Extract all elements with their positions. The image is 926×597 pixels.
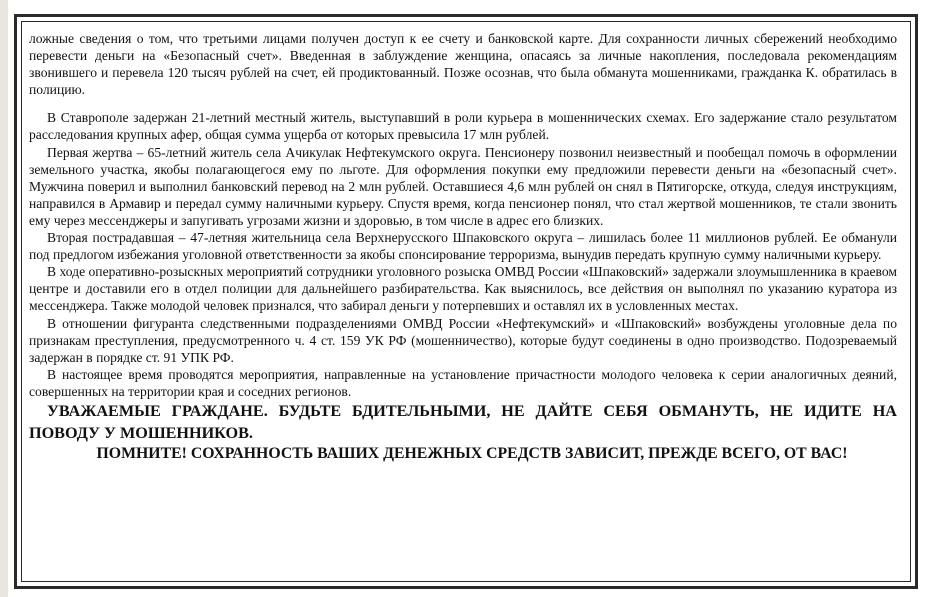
page-edge-strip (0, 0, 8, 597)
article-paragraph: В настоящее время проводятся мероприятия, направленные на установление причастности молодого человека к серии аналогичных деяний, совершенных на территории края и соседних регионов. (29, 366, 897, 399)
article-paragraph: В Ставрополе задержан 21-летний местный житель, выступавший в роли курьера в мошеннических схемах. Его задержание стало результатом расследования крупных афер, общая сумма ущерба от которых превысила 17 млн рублей. (29, 110, 897, 143)
appeal-warning: УВАЖАЕМЫЕ ГРАЖДАНЕ. БУДЬТЕ БДИТЕЛЬНЫМИ, НЕ ДАЙТЕ СЕБЯ ОБМАНУТЬ, НЕ ИДИТЕ НА ПОВОДУ У МОШЕННИКОВ. (29, 401, 897, 442)
article-paragraph: ложные сведения о том, что третьими лицами получен доступ к ее счету и банковской карте. Для сохранности личных сбережений необходимо перевести деньги на «Безопасный счет». Введенная в заблуждение женщина, опасаясь за личные накопления, последовала рекомендациям звонившего и перевела 120 тысяч рублей на счет, ей продиктованный. Позже осознав, что была обманута мошенниками, гражданка К. обратилась в полицию. (29, 31, 897, 98)
appeal-reminder: ПОМНИТЕ! СОХРАННОСТЬ ВАШИХ ДЕНЕЖНЫХ СРЕДСТВ ЗАВИСИТ, ПРЕЖДЕ ВСЕГО, ОТ ВАС! (96, 444, 848, 462)
article-paragraph: Вторая пострадавшая – 47-летняя жительница села Верхнерусского Шпаковского округа – лишилась более 11 миллионов рублей. Ее обманули под предлогом избежания уголовной ответственности за якобы спонсирование терроризма, вынудив передать крупную сумму наличными курьеру. (29, 230, 897, 263)
article-paragraph: В ходе оперативно-розыскных мероприятий сотрудники уголовного розыска ОМВД России «Шпаковский» задержали злоумышленника в краевом центре и доставили его в отдел полиции для дальнейшего разбирательства. Как выяснилось, все действия он выполнял по указанию куратора из мессенджера. Также молодой человек признался, что забирал деньги у потерпевших и оставлял их в условленных местах. (29, 264, 897, 314)
article-paragraph: В отношении фигуранта следственными подразделениями ОМВД России «Нефтекумский» и «Шпаковский» возбуждены уголовные дела по признакам преступления, предусмотренного ч. 4 ст. 159 УК РФ (мошенничество), которые будут соединены в одно производство. Подозреваемый задержан в порядке ст. 91 УПК РФ. (29, 315, 897, 365)
document-content (29, 30, 897, 464)
article-paragraph: Первая жертва – 65-летний житель села Ачикулак Нефтекумского округа. Пенсионеру позвонил неизвестный и пообещал помочь в оформлении земельного участка, якобы полагающегося ему по льготе. Для оформления покупки ему предложили перевести деньги на «безопасный счет». Мужчина поверил и выполнил банковский перевод на 2 млн рублей. Оставшиеся 4,6 млн рублей он снял в Пятигорске, откуда, следуя инструкциям, направился в Армавир и передал сумму наличными курьеру. Спустя время, когда пенсионер понял, что стал жертвой мошенников, те стали звонить ему через мессенджеры и запугивать угрозами жизни и здоровью, в том числе в адрес его близких. (29, 144, 897, 228)
